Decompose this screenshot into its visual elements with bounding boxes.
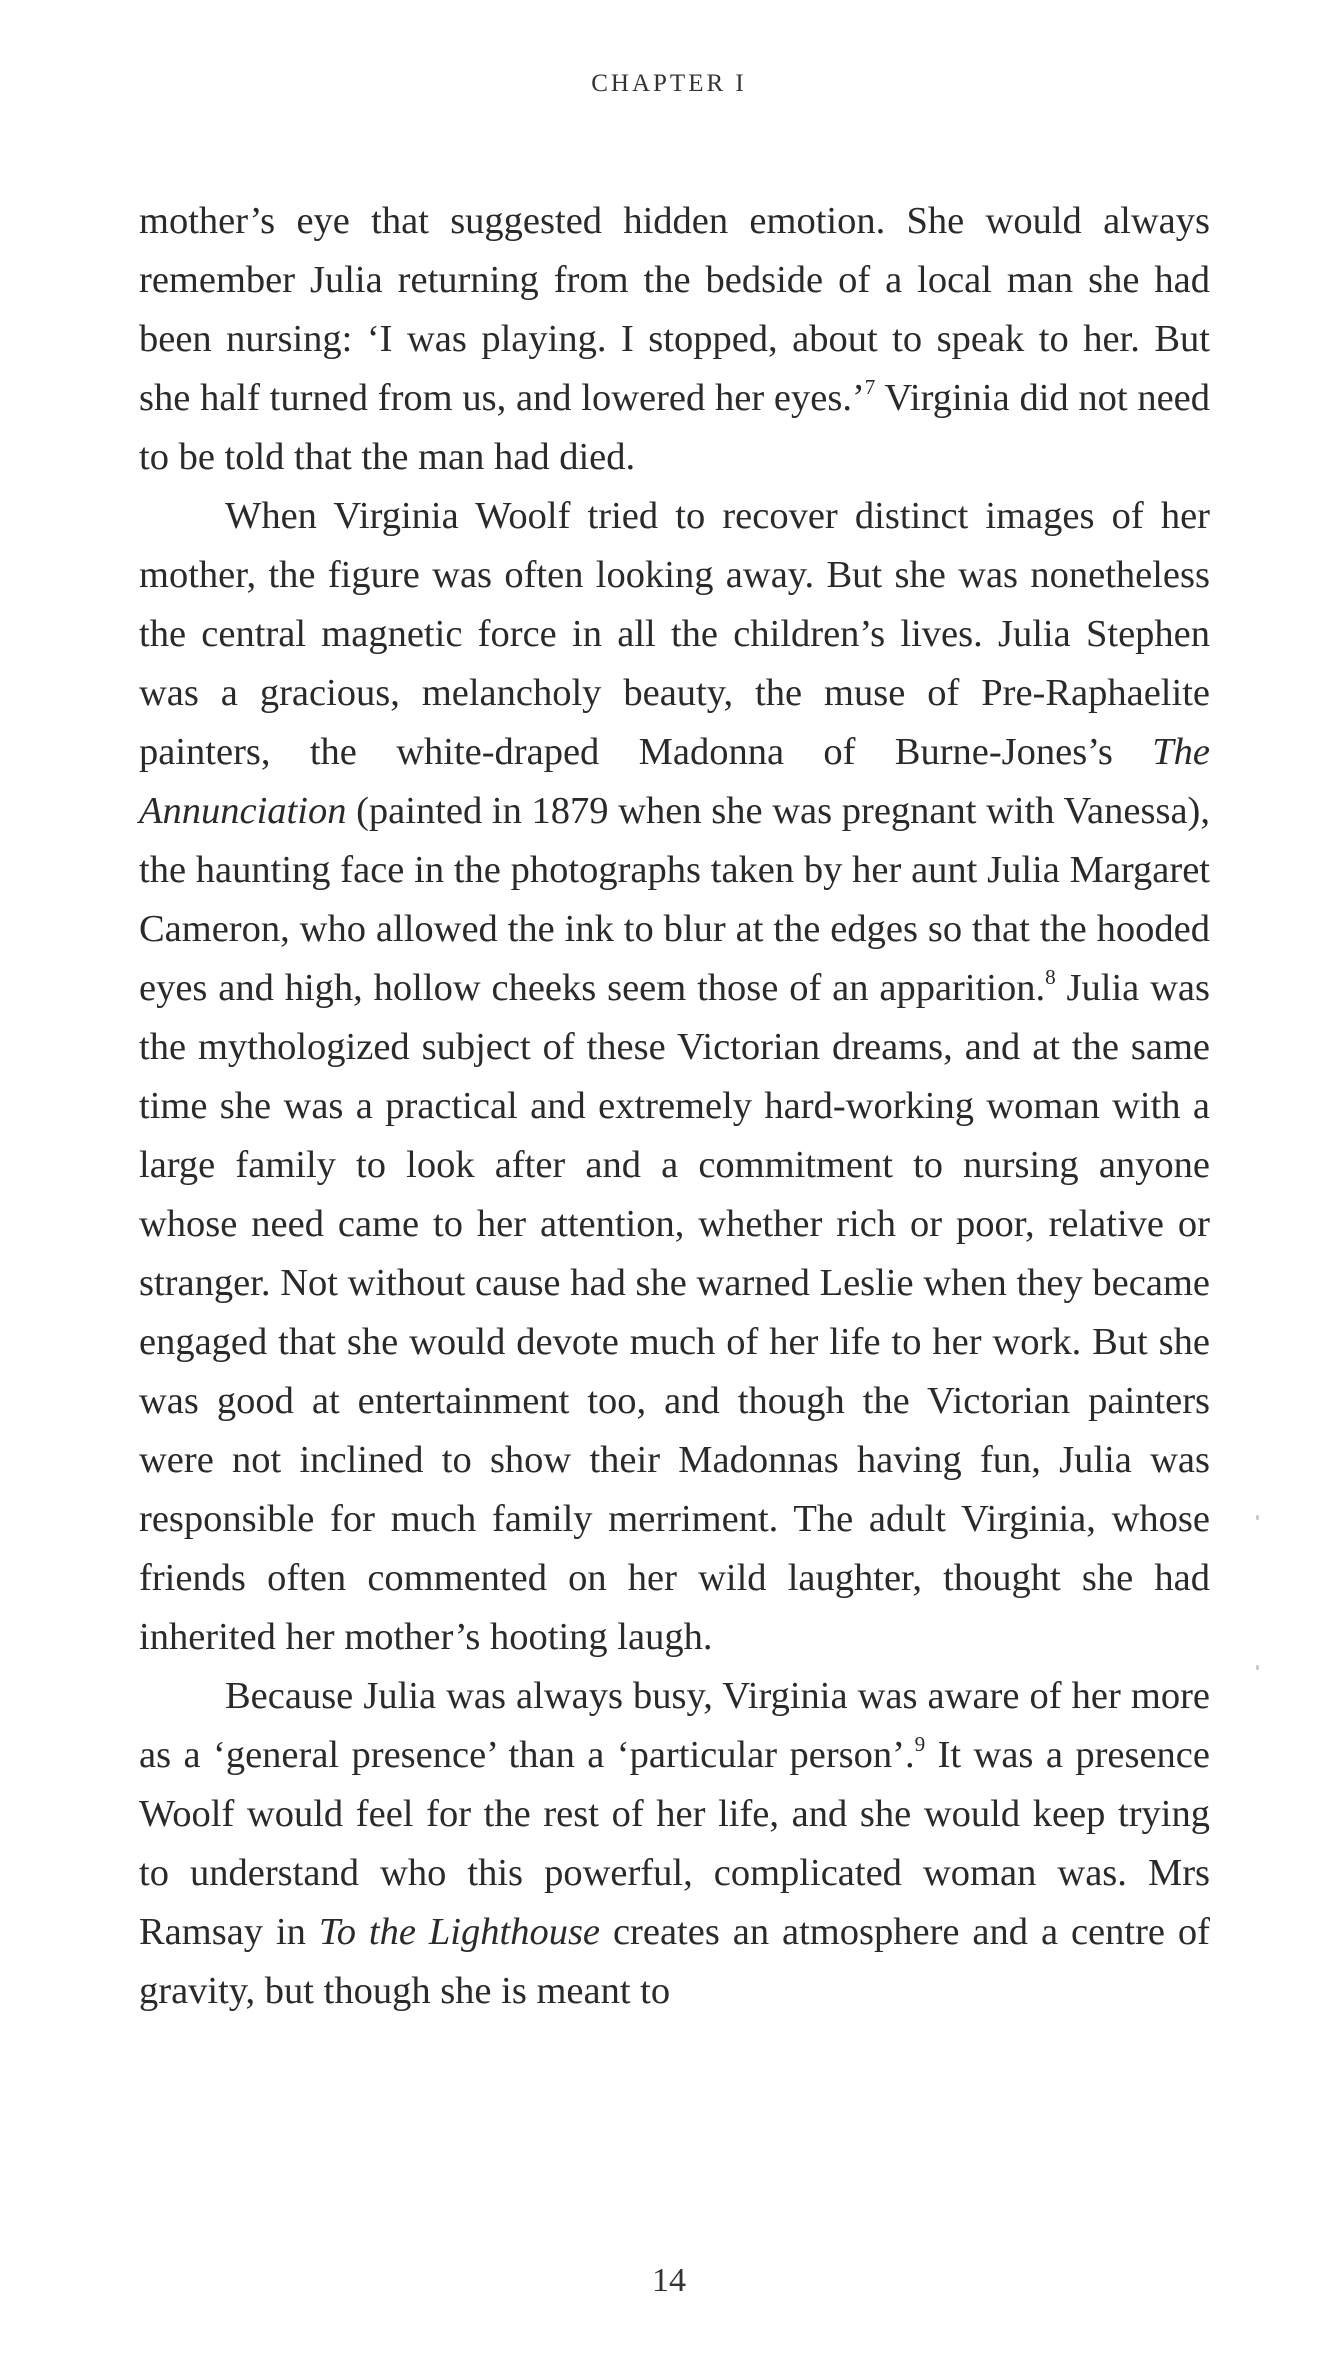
paragraph-1-text-b: Virginia did not need to be told that the man had died. [139,377,1211,478]
artwork-title: The Annunciation [139,731,1210,832]
paragraph-2 [139,487,1210,1667]
footnote-ref-9[interactable]: 9 [914,1732,926,1757]
paragraph-3-text-a: Because Julia was always busy, Virginia was aware of her more as a ‘general presence’ than a ‘particular person’. [139,1675,1210,1776]
paragraph-2-text-b: (painted in 1879 when she was pregnant with Vanessa), the haunting face in the photographs taken by her aunt Julia Margaret Cameron, who allowed the ink to blur at the edges so that the hooded eyes and high, hollow cheeks seem those of an apparition. [139,790,1210,1009]
footnote-ref-7[interactable]: 7 [864,375,876,400]
page-number: 14 [652,2262,686,2299]
running-head: CHAPTER I [591,70,747,97]
paragraph-3-text-b: It was a presence Woolf would feel for the rest of her life, and she would keep trying to understand who this powerful, complicated woman was. Mrs Ramsay in [139,1734,1210,1953]
body-text [139,192,1210,2021]
paragraph-1-text-a: mother’s eye that suggested hidden emotion. She would always remember Julia returning from the bedside of a local man she had been nursing: ‘I was playing. I stopped, about to speak to her. But she half turned from us, and lowered her eyes.’ [139,200,1210,419]
paragraph-3-text-c: creates an atmosphere and a centre of gravity, but though she is meant to [139,1911,1211,2012]
paragraph-2-text-c: Julia was the mythologized subject of these Victorian dreams, and at the same time she was a practical and extremely hard-working woman with a large family to look after and a commitment to nursing anyone whose need came to her attention, whether rich or poor, relative or stranger. Not without cause had she warned Leslie when they became engaged that she would devote much of her life to her work. But she was good at entertainment too, and though the Victorian painters were not inclined to show their Madonnas having fun, Julia was responsible for much family merriment. The adult Virginia, whose friends often commented on her wild laughter, thought she had inherited her mother’s hooting laugh. [139,967,1210,1658]
paragraph-1 [139,192,1210,487]
paragraph-2-text-a: When Virginia Woolf tried to recover distinct images of her mother, the figure was often looking away. But she was nonetheless the central magnetic force in all the children’s lives. Julia Stephen was a gracious, melancholy beauty, the muse of Pre-Raphaelite painters, the white-draped Madonna of Burne-Jones’s [139,495,1210,773]
scan-specks [1256,1515,1260,1675]
footnote-ref-8[interactable]: 8 [1045,965,1056,990]
paragraph-3 [139,1667,1210,2021]
book-title: To the Lighthouse [318,1911,601,1953]
